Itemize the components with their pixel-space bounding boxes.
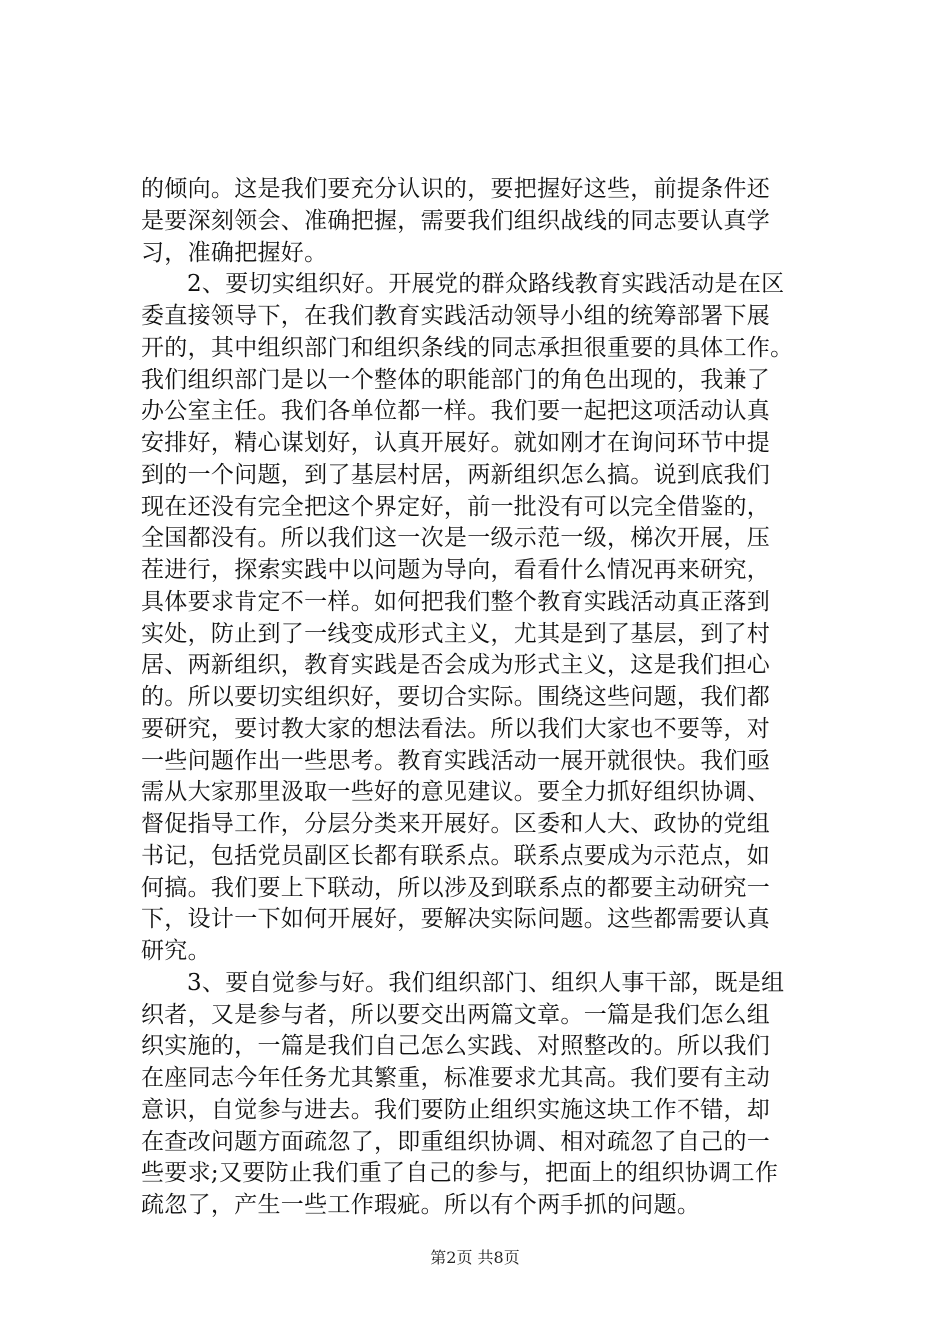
text-line: 织者，又是参与者，所以要交出两篇文章。一篇是我们怎么组 <box>141 1001 771 1028</box>
text-line: 习，准确把握好。 <box>141 239 328 266</box>
text-line: 的。所以要切实组织好，要切合实际。围绕这些问题，我们都 <box>141 684 771 710</box>
text-line: 督促指导工作，分层分类来开展好。区委和人大、政协的党组 <box>141 811 771 837</box>
text-line: 些要求;又要防止我们重了自己的参与，把面上的组织协调工作 <box>141 1160 779 1187</box>
text-line: 具体要求肯定不一样。如何把我们整个教育实践活动真正落到 <box>141 588 771 615</box>
text-line: 疏忽了，产生一些工作瑕疵。所以有个两手抓的问题。 <box>141 1192 701 1218</box>
text-line: 现在还没有完全把这个界定好，前一批没有可以完全借鉴的， <box>141 493 771 520</box>
text-line: 在座同志今年任务尤其繁重，标准要求尤其高。我们要有主动 <box>141 1065 771 1091</box>
text-line: 2、要切实组织好。开展党的群众路线教育实践活动是在区 <box>187 271 785 298</box>
text-line: 我们组织部门是以一个整体的职能部门的角色出现的，我兼了 <box>141 366 771 393</box>
text-line: 办公室主任。我们各单位都一样。我们要一起把这项活动认真 <box>141 398 771 425</box>
paragraph <box>141 174 841 269</box>
paragraph <box>141 269 841 968</box>
text-line: 织实施的，一篇是我们自己怎么实践、对照整改的。所以我们 <box>141 1033 771 1060</box>
text-line: 全国都没有。所以我们这一次是一级示范一级，梯次开展，压 <box>141 525 771 552</box>
page-footer: 第2页 共8页 <box>430 1248 520 1267</box>
text-line: 到的一个问题，到了基层村居，两新组织怎么搞。说到底我们 <box>141 461 771 488</box>
text-line: 居、两新组织，教育实践是否会成为形式主义，这是我们担心 <box>141 652 771 679</box>
text-line: 研究。 <box>141 938 211 964</box>
text-line: 书记，包括党员副区长都有联系点。联系点要成为示范点，如 <box>141 842 771 869</box>
text-line: 要研究，要讨教大家的想法看法。所以我们大家也不要等，对 <box>141 715 771 742</box>
text-line: 实处，防止到了一线变成形式主义，尤其是到了基层，到了村 <box>141 620 771 647</box>
paragraph <box>141 968 841 1222</box>
text-line: 开的，其中组织部门和组织条线的同志承担很重要的具体工作。 <box>141 334 794 361</box>
text-line: 需从大家那里汲取一些好的意见建议。要全力抓好组织协调、 <box>141 779 771 806</box>
text-line: 下，设计一下如何开展好，要解决实际问题。这些都需要认真 <box>141 906 771 933</box>
text-line: 意识，自觉参与进去。我们要防止组织实施这块工作不错，却 <box>141 1096 771 1123</box>
text-line: 在查改问题方面疏忽了，即重组织协调、相对疏忽了自己的一 <box>141 1128 771 1155</box>
text-line: 委直接领导下，在我们教育实践活动领导小组的统筹部署下展 <box>141 303 771 329</box>
document-body <box>141 174 841 1222</box>
text-line: 一些问题作出一些思考。教育实践活动一展开就很快。我们亟 <box>141 747 771 774</box>
text-line: 3、要自觉参与好。我们组织部门、组织人事干部，既是组 <box>187 969 785 996</box>
text-line: 何搞。我们要上下联动，所以涉及到联系点的都要主动研究一 <box>141 874 771 901</box>
text-line: 是要深刻领会、准确把握，需要我们组织战线的同志要认真学 <box>141 207 771 234</box>
text-line: 安排好，精心谋划好，认真开展好。就如刚才在询问环节中提 <box>141 430 771 456</box>
text-line: 的倾向。这是我们要充分认识的，要把握好这些，前提条件还 <box>141 176 771 202</box>
text-line: 茬进行，探索实践中以问题为导向，看看什么情况再来研究， <box>141 557 771 583</box>
